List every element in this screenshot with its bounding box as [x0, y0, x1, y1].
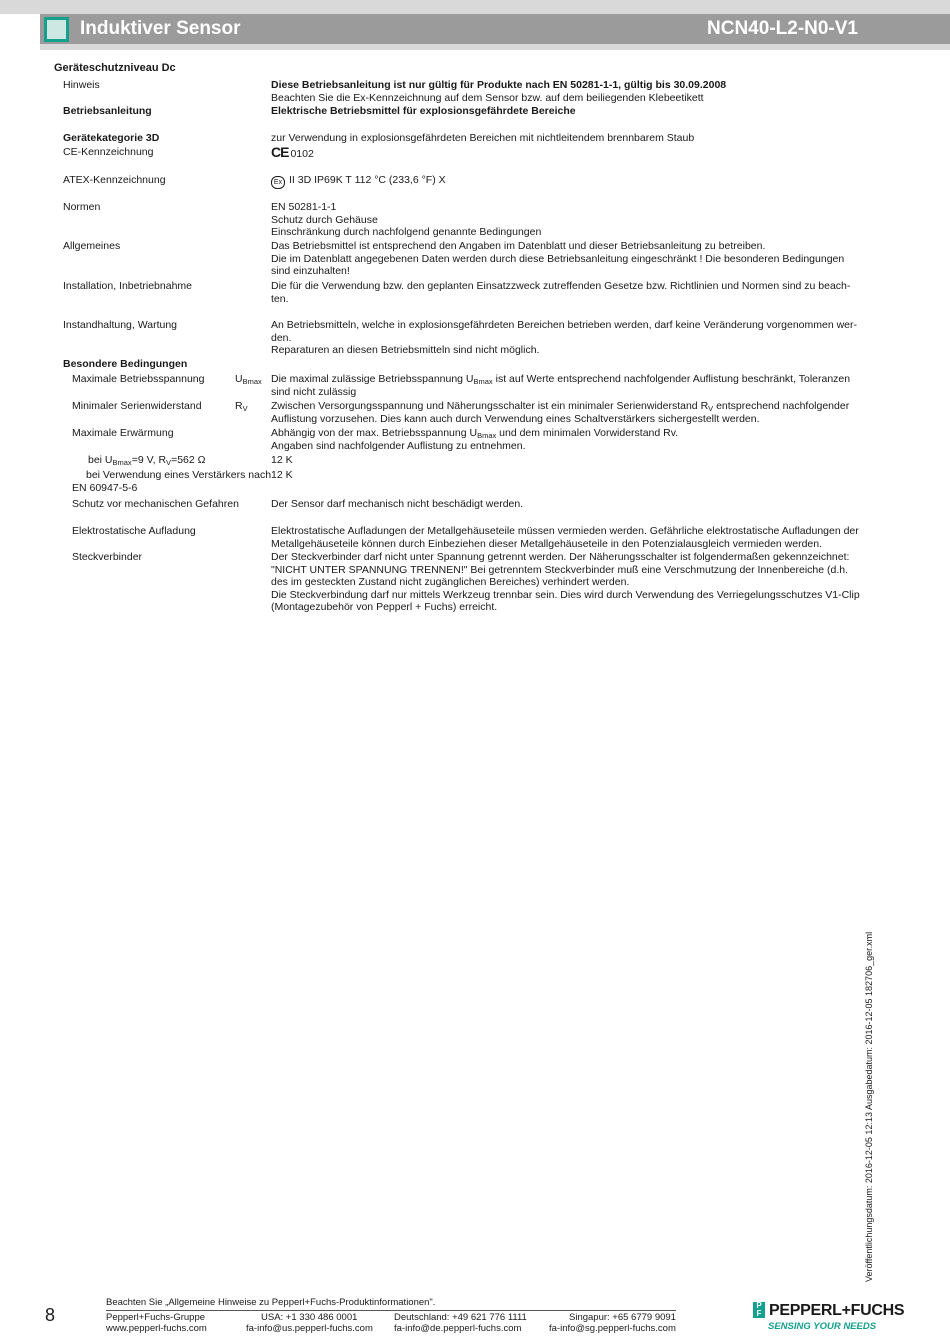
top-stripe: [0, 0, 950, 14]
steckverbinder-line: Der Steckverbinder darf nicht unter Spannung getrennt werden. Der Näherungsschalter ist folgendermaßen gekennzeichnet:: [271, 551, 850, 563]
row-label: Normen: [63, 201, 101, 213]
text-part: und dem minimalen Vorwiderstand Rv.: [496, 427, 679, 439]
footer-contact-sg: [549, 1312, 676, 1334]
row-value: [271, 201, 863, 239]
brand-name: PEPPERL+FUCHS: [769, 1302, 905, 1319]
row-label: Steckverbinder: [72, 551, 143, 563]
symbol-sub: Bmax: [242, 377, 262, 386]
row-value: [271, 146, 863, 161]
normen-line: EN 50281-1-1: [271, 201, 337, 213]
hinweis-line: Diese Betriebsanleitung ist nur gültig für Produkte nach EN 50281-1-1, gültig bis 30.09.2008: [271, 79, 727, 91]
steckverbinder-line: (Montagezubehör von Pepperl + Fuchs) erreicht.: [271, 601, 498, 613]
header-underline: [40, 44, 950, 50]
row-label: Installation, Inbetriebnahme: [63, 280, 192, 292]
allgemeines-line: Die im Datenblatt angegebenen Daten werden durch diese Betriebsanleitung eingeschränkt ! Die besonderen Bedingungen: [271, 252, 845, 265]
text-sub: Bmax: [473, 377, 493, 386]
installation-line: ten.: [271, 292, 289, 305]
brand-slogan: SENSING YOUR NEEDS: [768, 1321, 877, 1332]
footer-contact-line: Singapur: +65 6779 9091: [569, 1312, 676, 1323]
row-label: [72, 469, 272, 494]
row-value: [271, 427, 863, 452]
row-label: Maximale Erwärmung: [72, 427, 174, 439]
row-value: [271, 373, 863, 398]
elektrostatik-line: Metallgehäuseteile können durch Einbeziehen dieser Metallgehäuseteile in den Potenzialausgleich vermieden werden.: [271, 537, 823, 550]
row-label: Hinweis: [63, 79, 100, 91]
instandhaltung-line: An Betriebsmitteln, welche in explosionsgefährdeten Bereichen betrieben werden, darf keine Veränderung vorgenommen wer-: [271, 319, 858, 331]
row-label: Allgemeines: [63, 240, 121, 252]
instandhaltung-line: den.: [271, 331, 292, 344]
footer-contact-link[interactable]: fa-info@sg.pepperl-fuchs.com: [549, 1323, 676, 1334]
row-symbol: [235, 400, 248, 413]
text-part: Die maximal zulässige Betriebsspannung U: [271, 373, 474, 385]
min-widerstand-line: Auflistung vorzusehen. Dies kann auch durch Verwendung eines Schaltverstärkers sichergestellt werden.: [271, 412, 760, 425]
installation-line: Die für die Verwendung bzw. den geplanten Einsatzzweck zutreffenden Gesetze bzw. Richtlinien und Normen sind zu beach-: [271, 280, 851, 292]
symbol-letter: U: [235, 373, 243, 385]
header-model: NCN40-L2-N0-V1: [707, 18, 858, 39]
text-sub: V: [708, 404, 714, 413]
page-header: [40, 14, 950, 44]
ex-mark-icon: Ex: [271, 176, 285, 189]
max-erwaermung-line: [271, 427, 863, 440]
row-label: Instandhaltung, Wartung: [63, 319, 178, 331]
normen-line: Einschränkung durch nachfolgend genannte Bedingungen: [271, 226, 542, 238]
row-value: [271, 240, 863, 278]
footer-contact-line: USA: +1 330 486 0001: [261, 1312, 358, 1323]
text-part: =9 V, R: [131, 454, 167, 466]
publication-date-vertical: Veröffentlichungsdatum: 2016-12-05 12:13 Ausgabedatum: 2016-12-05 182706_ger.xml: [864, 931, 874, 1282]
label-line: bei Verwendung eines Verstärkers nach: [86, 469, 272, 481]
footer-note: Beachten Sie „Allgemeine Hinweise zu Pepperl+Fuchs-Produktinformationen".: [106, 1297, 436, 1308]
section-title: Geräteschutzniveau Dc: [54, 62, 176, 74]
footer-contact-de: [394, 1312, 527, 1334]
row-value: [271, 174, 863, 189]
symbol-sub: V: [242, 404, 248, 413]
text-sub: Bmax: [112, 458, 132, 467]
row-label: Elektrostatische Aufladung: [72, 525, 196, 537]
row-label: Besondere Bedingungen: [63, 358, 188, 370]
row-label: Betriebsanleitung: [63, 105, 152, 117]
footer-contact-line: Deutschland: +49 621 776 1111: [394, 1312, 527, 1323]
row-value: [271, 400, 863, 425]
row-label: CE-Kennzeichnung: [63, 146, 154, 158]
footer-contact-line: Pepperl+Fuchs-Gruppe: [106, 1312, 206, 1323]
elektrostatik-line: Elektrostatische Aufladungen der Metallgehäuseteile müssen vermieden werden. Gefährliche elektrostatische Aufladungen der: [271, 525, 859, 537]
footer-contact-group: [106, 1312, 207, 1334]
allgemeines-line: Das Betriebsmittel ist entsprechend den Angaben im Datenblatt und dieser Betriebsanleitung zu betreiben.: [271, 240, 766, 252]
hinweis-line: Beachten Sie die Ex-Kennzeichnung auf dem Sensor bzw. auf dem beiliegenden Klebeetikett: [271, 91, 704, 104]
row-value: [271, 280, 863, 305]
text-part: bei U: [88, 454, 113, 466]
row-symbol: [235, 373, 262, 386]
row-value: 12 K: [271, 469, 293, 481]
row-value: zur Verwendung in explosionsgefährdeten Bereichen mit nichtleitendem brennbarem Staub: [271, 132, 695, 144]
row-value: [271, 551, 863, 614]
normen-line: Schutz durch Gehäuse: [271, 213, 378, 226]
text-part: =562 Ω: [171, 454, 206, 466]
header-title: Induktiver Sensor: [80, 18, 241, 39]
ce-number: 0102: [290, 148, 314, 160]
row-value: [271, 319, 863, 357]
min-widerstand-line: [271, 400, 863, 413]
footer-divider: [106, 1310, 676, 1311]
max-erwaermung-line: Angaben sind nachfolgender Auflistung zu entnehmen.: [271, 439, 526, 452]
row-value: [271, 525, 863, 550]
text-part: entsprechend nachfolgender: [713, 400, 850, 412]
atex-code: II 3D IP69K T 112 °C (233,6 °F) X: [289, 174, 446, 186]
max-spannung-line: [271, 373, 863, 386]
symbol-letter: R: [235, 400, 243, 412]
steckverbinder-line: "NICHT UNTER SPANNUNG TRENNEN!" Bei getrenntem Steckverbinder muß eine Verschmutzung der Innenbereiche (d.h.: [271, 563, 849, 576]
row-label: Gerätekategorie 3D: [63, 132, 160, 144]
row-value: Der Sensor darf mechanisch nicht beschädigt werden.: [271, 498, 524, 510]
steckverbinder-line: des im gesteckten Zustand nicht zugänglichen Bereiches) verhindert werden.: [271, 576, 630, 588]
instandhaltung-line: Reparaturen an diesen Betriebsmitteln sind nicht möglich.: [271, 344, 540, 356]
footer-contact-usa: [246, 1312, 373, 1334]
pf-logo-icon: P F: [753, 1302, 765, 1318]
label-line: EN 60947-5-6: [72, 481, 138, 494]
ce-mark-icon: CE: [271, 144, 289, 160]
footer-contact-link[interactable]: www.pepperl-fuchs.com: [106, 1323, 207, 1334]
header-square-icon: [44, 17, 69, 42]
allgemeines-line: sind einzuhalten!: [271, 265, 350, 277]
row-value: 12 K: [271, 454, 293, 466]
footer-contact-link[interactable]: fa-info@de.pepperl-fuchs.com: [394, 1323, 522, 1334]
text-part: ist auf Werte entsprechend nachfolgender Auflistung beschränkt, Toleranzen: [492, 373, 851, 385]
page-number: 8: [45, 1305, 56, 1325]
text-part: Abhängig von der max. Betriebsspannung U: [271, 427, 478, 439]
row-label: Maximale Betriebsspannung: [72, 373, 205, 385]
row-label: Minimaler Serienwiderstand: [72, 400, 202, 412]
text-part: Zwischen Versorgungsspannung und Näherungsschalter ist ein minimaler Serienwiderstand R: [271, 400, 709, 412]
row-label: [88, 454, 258, 467]
text-sub: Bmax: [477, 431, 497, 440]
footer-contact-link[interactable]: fa-info@us.pepperl-fuchs.com: [246, 1323, 373, 1334]
row-value: Elektrische Betriebsmittel für explosionsgefährdete Bereiche: [271, 105, 576, 117]
text-sub: V: [166, 458, 172, 467]
row-value: [271, 79, 863, 104]
row-label: ATEX-Kennzeichnung: [63, 174, 166, 186]
max-spannung-line: sind nicht zulässig: [271, 385, 357, 398]
steckverbinder-line: Die Steckverbindung darf nur mittels Werkzeug trennbar sein. Dies wird durch Verwendung des Verriegelungsschutzes V1-Clip: [271, 588, 860, 601]
row-label: Schutz vor mechanischen Gefahren: [72, 498, 239, 510]
